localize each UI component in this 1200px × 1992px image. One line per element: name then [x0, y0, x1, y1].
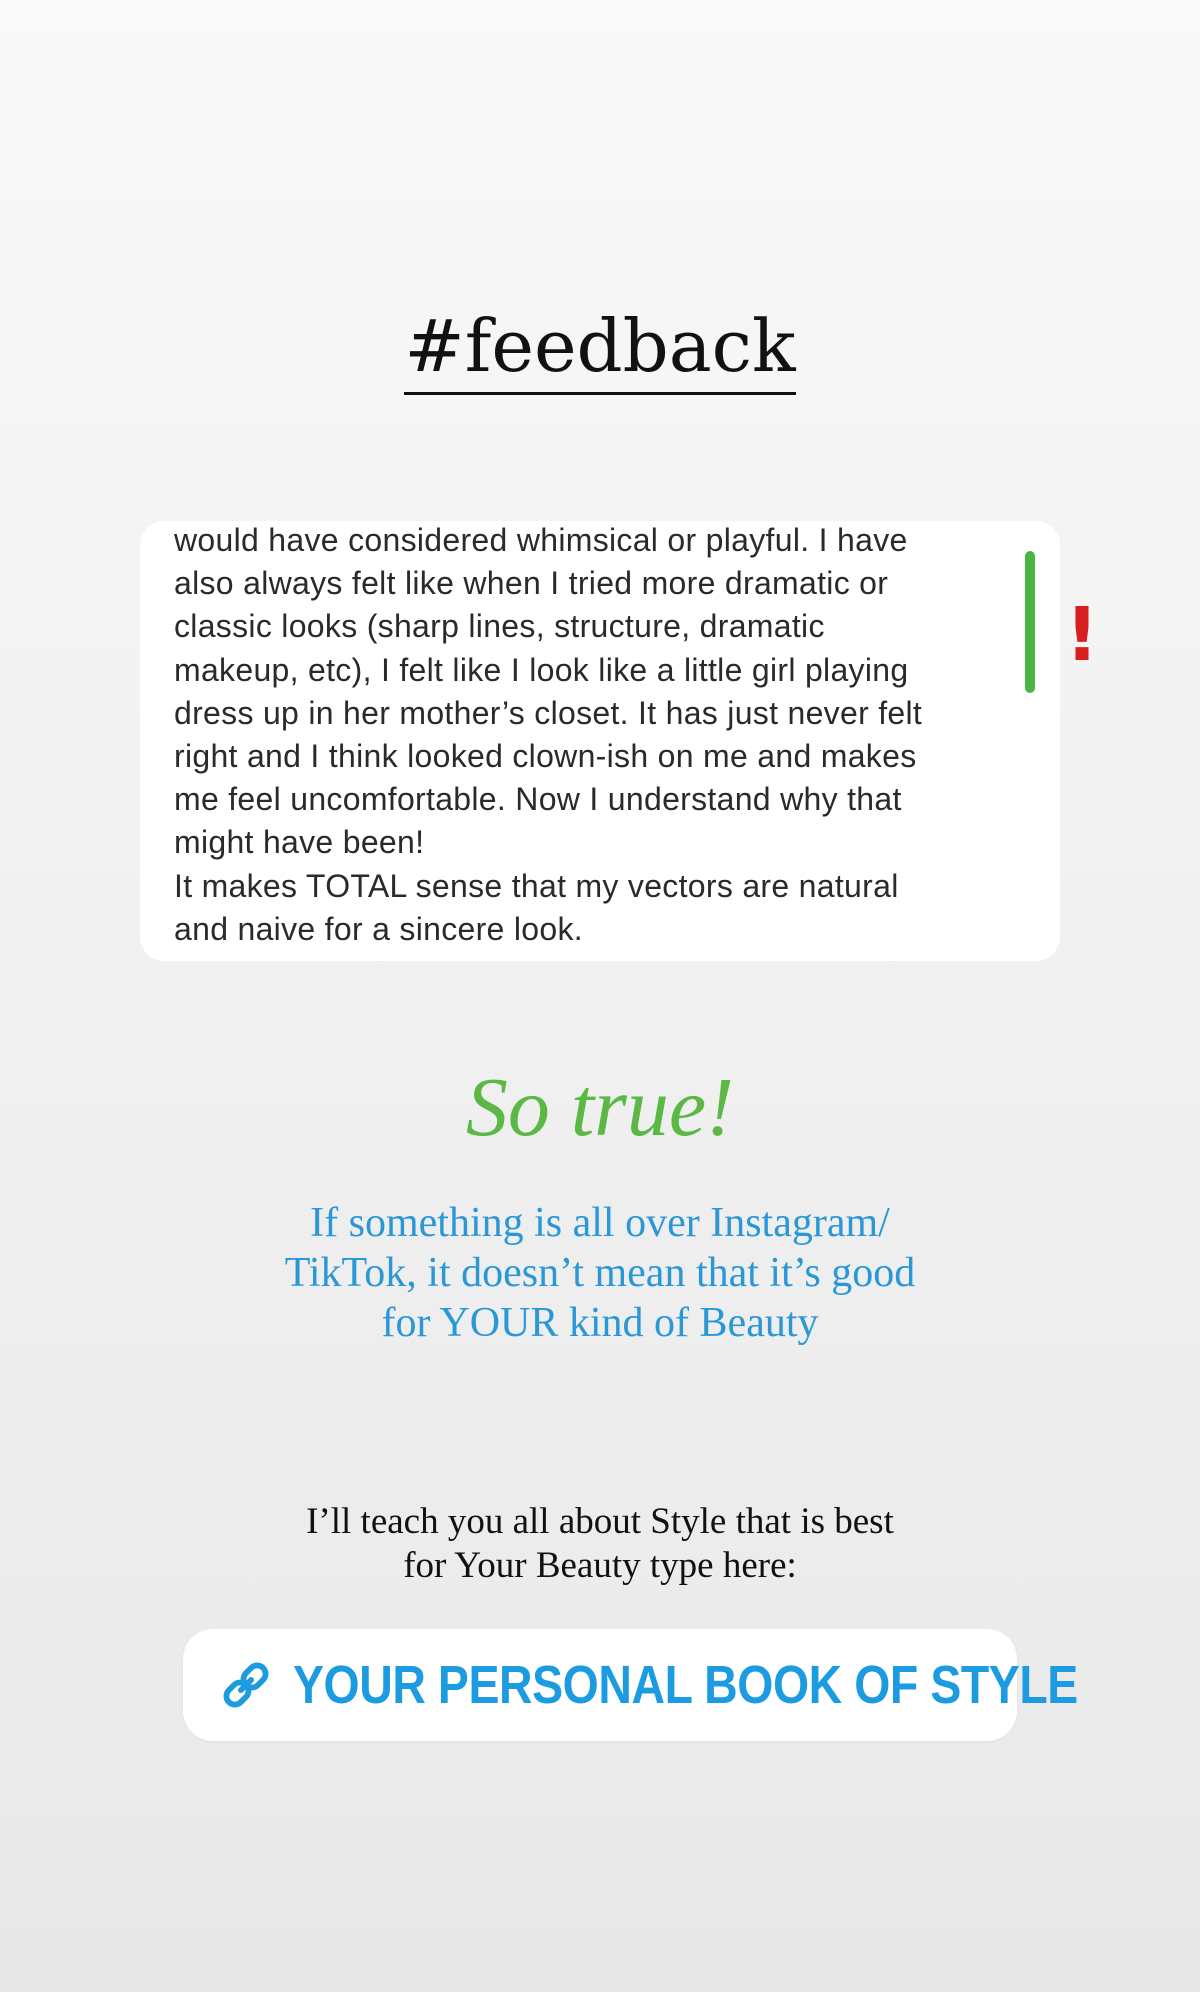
cta-line: I’ll teach you all about Style that is best: [306, 1501, 894, 1542]
feedback-line: It makes TOTAL sense that my vectors are natural: [174, 867, 899, 904]
feedback-line: might have been!: [174, 824, 425, 861]
cta-line: for Your Beauty type here:: [403, 1545, 797, 1586]
blue-message: [200, 1198, 1000, 1348]
link-sticker-button[interactable]: [183, 1629, 1078, 1741]
feedback-text: [174, 521, 1034, 951]
message-line: If something is all over Instagram/: [310, 1200, 890, 1246]
message-line: TikTok, it doesn’t mean that it’s good: [284, 1250, 916, 1296]
cta-text: [200, 1500, 1000, 1588]
feedback-screenshot-card: [140, 521, 1060, 961]
reaction-text: So true!: [465, 1061, 735, 1154]
feedback-line: and naive for a sincere look.: [174, 910, 583, 947]
feedback-line: me feel uncomfortable. Now I understand why that: [174, 781, 902, 818]
feedback-line: dress up in her mother’s closet. It has just never felt: [174, 694, 923, 731]
link-icon: [217, 1656, 275, 1714]
feedback-line: classic looks (sharp lines, structure, dramatic: [174, 608, 825, 645]
exclamation-mark-icon: !: [1065, 592, 1099, 678]
message-line: for YOUR kind of Beauty: [381, 1300, 819, 1346]
hashtag-text: #feedback: [404, 304, 795, 395]
hashtag-title: [0, 304, 1200, 388]
green-highlight-bar: [1025, 551, 1035, 693]
link-sticker-label: YOUR PERSONAL BOOK OF STYLE: [293, 1655, 1078, 1715]
feedback-line: right and I think looked clown-ish on me and makes: [174, 738, 917, 775]
feedback-line: makeup, etc), I felt like I look like a little girl playing: [174, 651, 909, 688]
feedback-line: also always felt like when I tried more dramatic or: [174, 565, 889, 602]
feedback-line: would have considered whimsical or playful. I have: [174, 522, 908, 558]
